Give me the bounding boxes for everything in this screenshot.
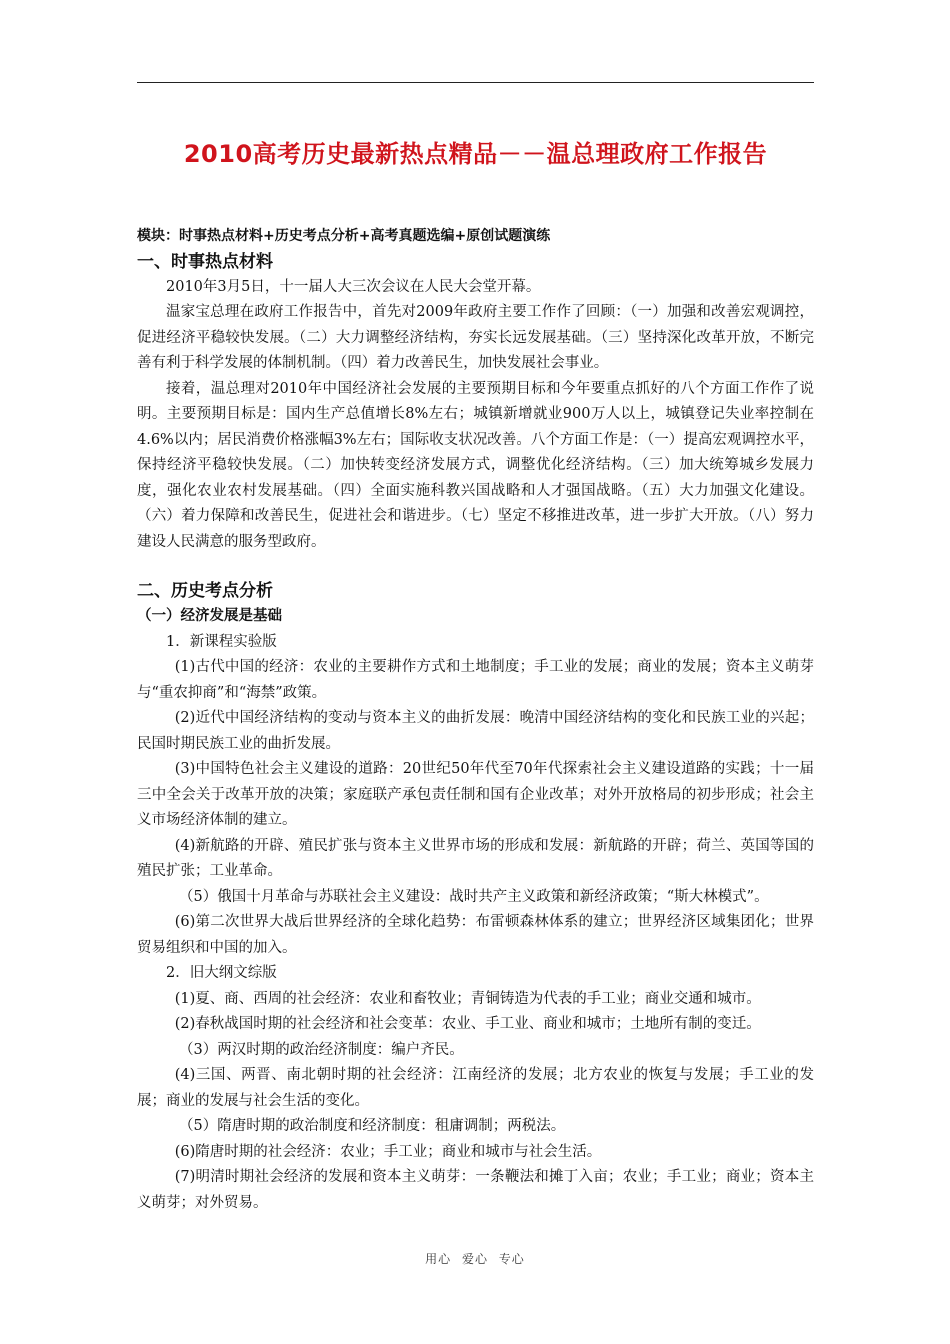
page-footer: 用心 爱心 专心 [425,1252,525,1266]
list-item: (4)新航路的开辟、殖民扩张与资本主义世界市场的形成和发展：新航路的开辟；荷兰、英国等国的殖民扩张；工业革命。 [137,837,814,879]
document-body [137,224,814,1216]
list-item: (2)近代中国经济结构的变动与资本主义的曲折发展：晚清中国经济结构的变化和民族工业的兴起；民国时期民族工业的曲折发展。 [137,710,814,752]
list-item: (4)三国、两晋、南北朝时期的社会经济：江南经济的发展；北方农业的恢复与发展；手工业的发展；商业的发展与社会生活的变化。 [137,1067,814,1109]
module-line: 模块：时事热点材料+历史考点分析+高考真题选编+原创试题演练 [137,228,551,244]
list-item: (3)中国特色社会主义建设的道路：20世纪50年代至70年代探索社会主义建设道路的实践；十一届三中全会关于改革开放的决策；家庭联产承包责任制和国有企业改革；对外开放格局的初步形成；社会主义市场经济体制的建立。 [137,761,814,828]
section2-heading: 二、历史考点分析 [137,581,273,601]
section1-heading: 一、时事热点材料 [137,251,273,272]
section2-subheading: （一）经济发展是基础 [137,608,282,624]
header-rule [137,82,814,83]
list-item: (6)隋唐时期的社会经济：农业；手工业；商业和城市与社会生活。 [174,1143,602,1160]
part1-title: 1．新课程实验版 [166,633,277,650]
list-item: （5）俄国十月革命与苏联社会主义建设：战时共产主义政策和新经济政策；“斯大林模式”。 [179,888,769,905]
list-item: (2)春秋战国时期的社会经济和社会变革：农业、手工业、商业和城市；土地所有制的变迁。 [174,1016,761,1032]
list-item: （5）隋唐时期的政治制度和经济制度：租庸调制；两税法。 [179,1118,566,1134]
document-title: 2010高考历史最新热点精品－－温总理政府工作报告 [183,140,768,168]
paragraph: 2010年3月5日，十一届人大三次会议在人民大会堂开幕。 [166,278,541,295]
list-item: (6)第二次世界大战后世界经济的全球化趋势：布雷顿森林体系的建立；世界经济区域集团化；世界贸易组织和中国的加入。 [137,914,814,956]
paragraph: 温家宝总理在政府工作报告中，首先对2009年政府主要工作作了回顾：（一）加强和改善宏观调控，促进经济平稳较快发展。（二）大力调整经济结构，夯实长远发展基础。（三）坚持深化改革开放，不断完善有利于科学发展的体制机制。（四）着力改善民生，加快发展社会事业。 [137,304,814,371]
list-item: (7)明清时期社会经济的发展和资本主义萌芽：一条鞭法和摊丁入亩；农业；手工业；商业；资本主义萌芽；对外贸易。 [137,1169,814,1211]
part2-title: 2．旧大纲文综版 [166,965,277,981]
list-item: (1)夏、商、西周的社会经济：农业和畜牧业；青铜铸造为代表的手工业；商业交通和城市。 [174,990,761,1007]
paragraph: 接着，温总理对2010年中国经济社会发展的主要预期目标和今年要重点抓好的八个方面工作作了说明。主要预期目标是：国内生产总值增长8%左右；城镇新增就业900万人以上，城镇登记失业率控制在4.6%以内；居民消费价格涨幅3%左右；国际收支状况改善。八个方面工作是：（一）提高宏观调控水平，保持经济平稳较快发展。（二）加快转变经济发展方式，调整优化经济结构。（三）加大统筹城乡发展力度，强化农业农村发展基础。（四）全面实施科教兴国战略和人才强国战略。（五）大力加强文化建设。（六）着力保障和改善民生，促进社会和谐进步。（七）坚定不移推进改革，进一步扩大开放。（八）努力建设人民满意的服务型政府。 [137,380,814,550]
list-item: （3）两汉时期的政治经济制度：编户齐民。 [179,1041,464,1058]
list-item: (1)古代中国的经济：农业的主要耕作方式和土地制度；手工业的发展；商业的发展；资本主义萌芽与“重农抑商”和“海禁”政策。 [137,659,814,701]
